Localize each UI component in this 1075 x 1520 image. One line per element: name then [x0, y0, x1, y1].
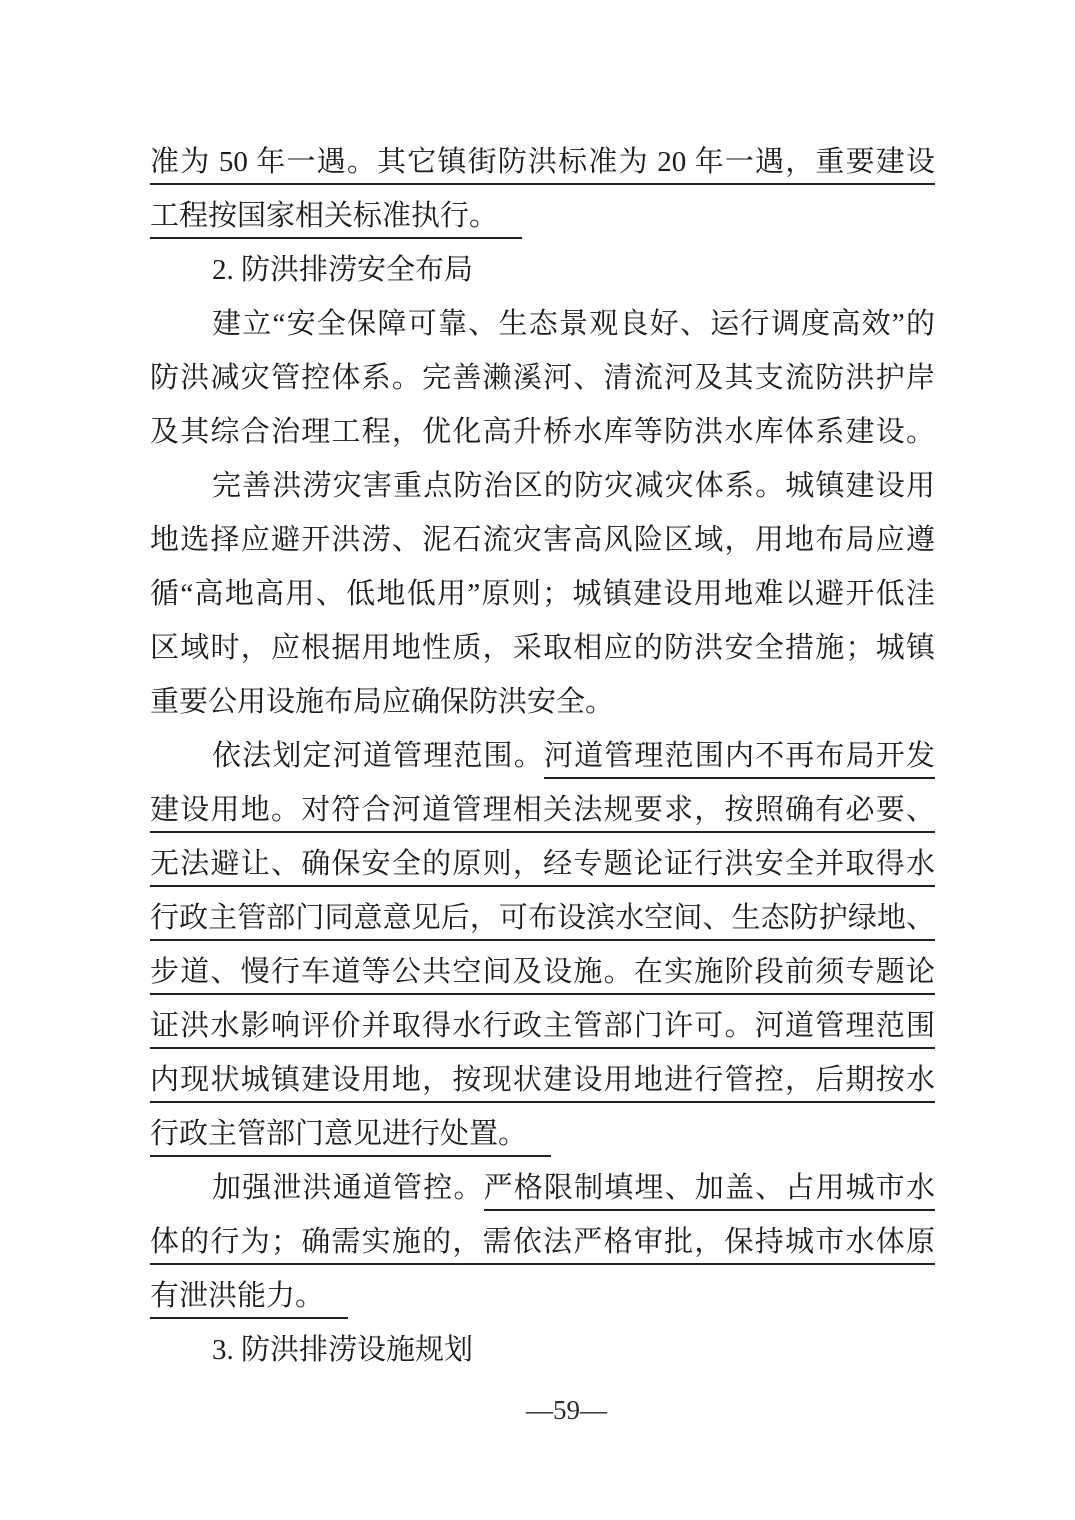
- plain-text: 2. 防洪排涝安全布局: [212, 254, 474, 286]
- text-line: [150, 675, 935, 729]
- text-line: [150, 405, 935, 459]
- text-line: [150, 945, 935, 999]
- text-line: [150, 837, 935, 891]
- text-line: [150, 459, 935, 513]
- text-line: [150, 729, 935, 783]
- text-line: [150, 999, 935, 1053]
- plain-text: 及其综合治理工程，优化高升桥水库等防洪水库体系建设。: [150, 416, 935, 448]
- text-line: [150, 1053, 935, 1107]
- plain-text: 地选择应避开洪涝、泥石流灾害高风险区域，用地布局应遵: [150, 524, 935, 556]
- page-number: —59—: [526, 1395, 607, 1425]
- plain-text: 建立“安全保障可靠、生态景观良好、运行调度高效”的: [212, 308, 935, 340]
- underlined-text: 建设用地。对符合河道管理相关法规要求，按照确有必要、: [150, 794, 935, 833]
- plain-text: 完善洪涝灾害重点防治区的防灾减灾体系。城镇建设用: [212, 470, 935, 502]
- text-line: [150, 135, 935, 189]
- underlined-text: 有泄洪能力。: [150, 1280, 348, 1319]
- underlined-text: 准为 50 年一遇。其它镇街防洪标准为 20 年一遇，重要建设: [150, 146, 935, 185]
- text-line: [150, 351, 935, 405]
- underlined-text: 体的行为；确需实施的，需依法严格审批，保持城市水体原: [150, 1226, 935, 1265]
- underlined-text: 步道、慢行车道等公共空间及设施。在实施阶段前须专题论: [150, 956, 935, 995]
- text-line: [150, 891, 935, 945]
- underlined-text: 河道管理范围内不再布局开发: [544, 740, 935, 779]
- underlined-text: 无法避让、确保安全的原则，经专题论证行洪安全并取得水: [150, 848, 935, 887]
- text-line: [150, 297, 935, 351]
- text-line: [150, 513, 935, 567]
- text-line: [150, 621, 935, 675]
- text-line: [150, 1269, 935, 1323]
- underlined-text: 行政主管部门同意意见后，可布设滨水空间、生态防护绿地、: [150, 902, 935, 941]
- underlined-text: 工程按国家相关标准执行。: [150, 200, 522, 239]
- text-line: [150, 1215, 935, 1269]
- underlined-text: 证洪水影响评价并取得水行政主管部门许可。河道管理范围: [150, 1010, 935, 1049]
- underlined-text: 行政主管部门意见进行处置。: [150, 1118, 551, 1157]
- text-line: [150, 189, 935, 243]
- plain-text: 循“高地高用、低地低用”原则；城镇建设用地难以避开低洼: [150, 578, 935, 610]
- plain-text: 防洪减灾管控体系。完善濑溪河、清流河及其支流防洪护岸: [150, 362, 935, 394]
- plain-text: 3. 防洪排涝设施规划: [212, 1334, 474, 1366]
- text-line: [150, 1107, 935, 1161]
- plain-text: 依法划定河道管理范围。: [212, 740, 544, 772]
- text-line: [150, 783, 935, 837]
- document-body: [150, 135, 935, 1377]
- underlined-text: 内现状城镇建设用地，按现状建设用地进行管控，后期按水: [150, 1064, 935, 1103]
- text-line: [150, 1323, 935, 1377]
- plain-text: 区域时，应根据用地性质，采取相应的防洪安全措施；城镇: [150, 632, 935, 664]
- plain-text: 重要公用设施布局应确保防洪安全。: [150, 686, 615, 718]
- text-line: [150, 567, 935, 621]
- underlined-text: 严格限制填埋、加盖、占用城市水: [484, 1172, 935, 1211]
- plain-text: 加强泄洪通道管控。: [212, 1172, 484, 1204]
- text-line: [150, 243, 935, 297]
- text-line: [150, 1161, 935, 1215]
